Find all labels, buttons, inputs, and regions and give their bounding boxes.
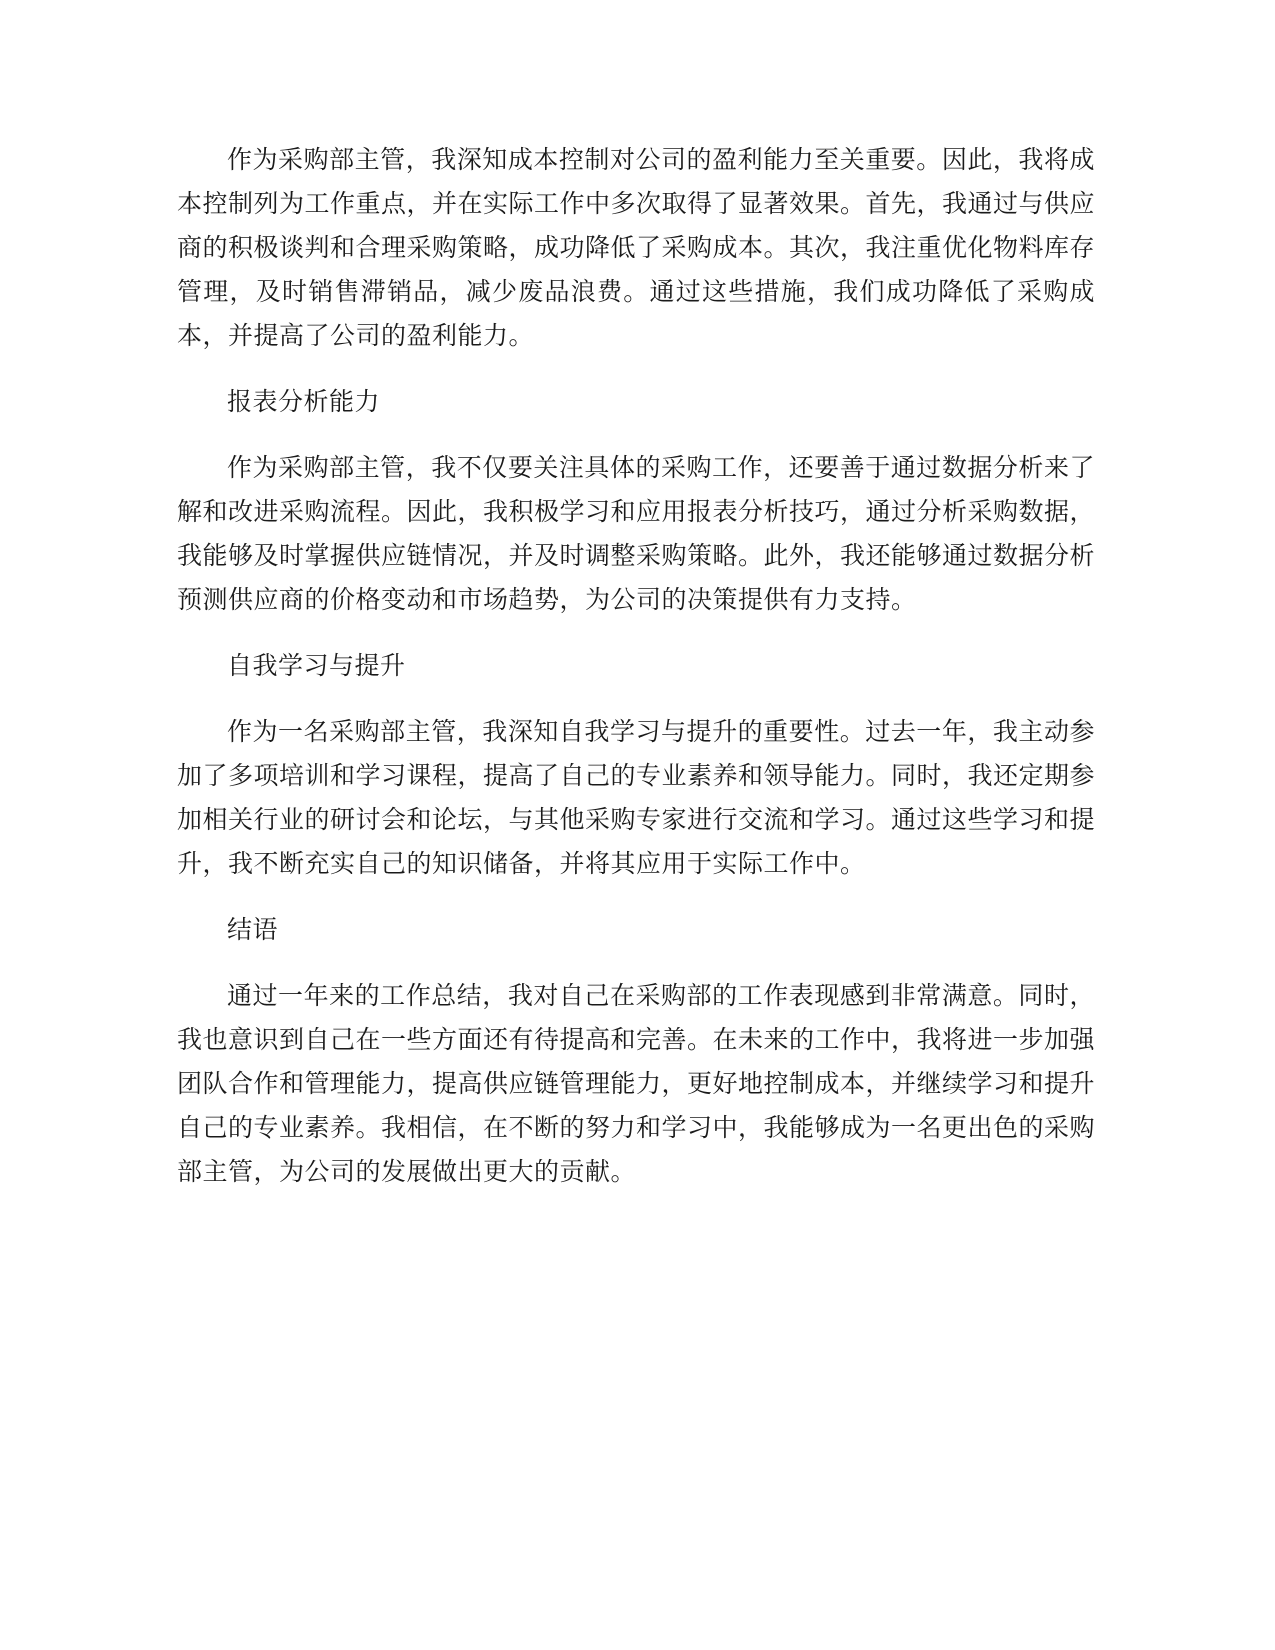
heading-self-learning: 自我学习与提升 — [227, 651, 406, 680]
paragraph-report-analysis: 作为采购部主管，我不仅要关注具体的采购工作，还要善于通过数据分析来了解和改进采购流程。因此，我积极学习和应用报表分析技巧，通过分析采购数据，我能够及时掌握供应链情况，并及时调整采购策略。此外，我还能够通过数据分析预测供应商的价格变动和市场趋势，为公司的决策提供有力支持。 — [177, 453, 1096, 614]
heading-report-analysis: 报表分析能力 — [227, 387, 381, 416]
paragraph-conclusion: 通过一年来的工作总结，我对自己在采购部的工作表现感到非常满意。同时，我也意识到自己在一些方面还有待提高和完善。在未来的工作中，我将进一步加强团队合作和管理能力，提高供应链管理能力，更好地控制成本，并继续学习和提升自己的专业素养。我相信，在不断的努力和学习中，我能够成为一名更出色的采购部主管，为公司的发展做出更大的贡献。 — [177, 981, 1096, 1186]
paragraph-cost-control: 作为采购部主管，我深知成本控制对公司的盈利能力至关重要。因此，我将成本控制列为工作重点，并在实际工作中多次取得了显著效果。首先，我通过与供应商的积极谈判和合理采购策略，成功降低了采购成本。其次，我注重优化物料库存管理，及时销售滞销品，减少废品浪费。通过这些措施，我们成功降低了采购成本，并提高了公司的盈利能力。 — [177, 145, 1096, 350]
heading-conclusion: 结语 — [227, 915, 279, 944]
document-body — [177, 138, 1095, 1216]
paragraph-self-learning: 作为一名采购部主管，我深知自我学习与提升的重要性。过去一年，我主动参加了多项培训和学习课程，提高了自己的专业素养和领导能力。同时，我还定期参加相关行业的研讨会和论坛，与其他采购专家进行交流和学习。通过这些学习和提升，我不断充实自己的知识储备，并将其应用于实际工作中。 — [177, 717, 1096, 878]
